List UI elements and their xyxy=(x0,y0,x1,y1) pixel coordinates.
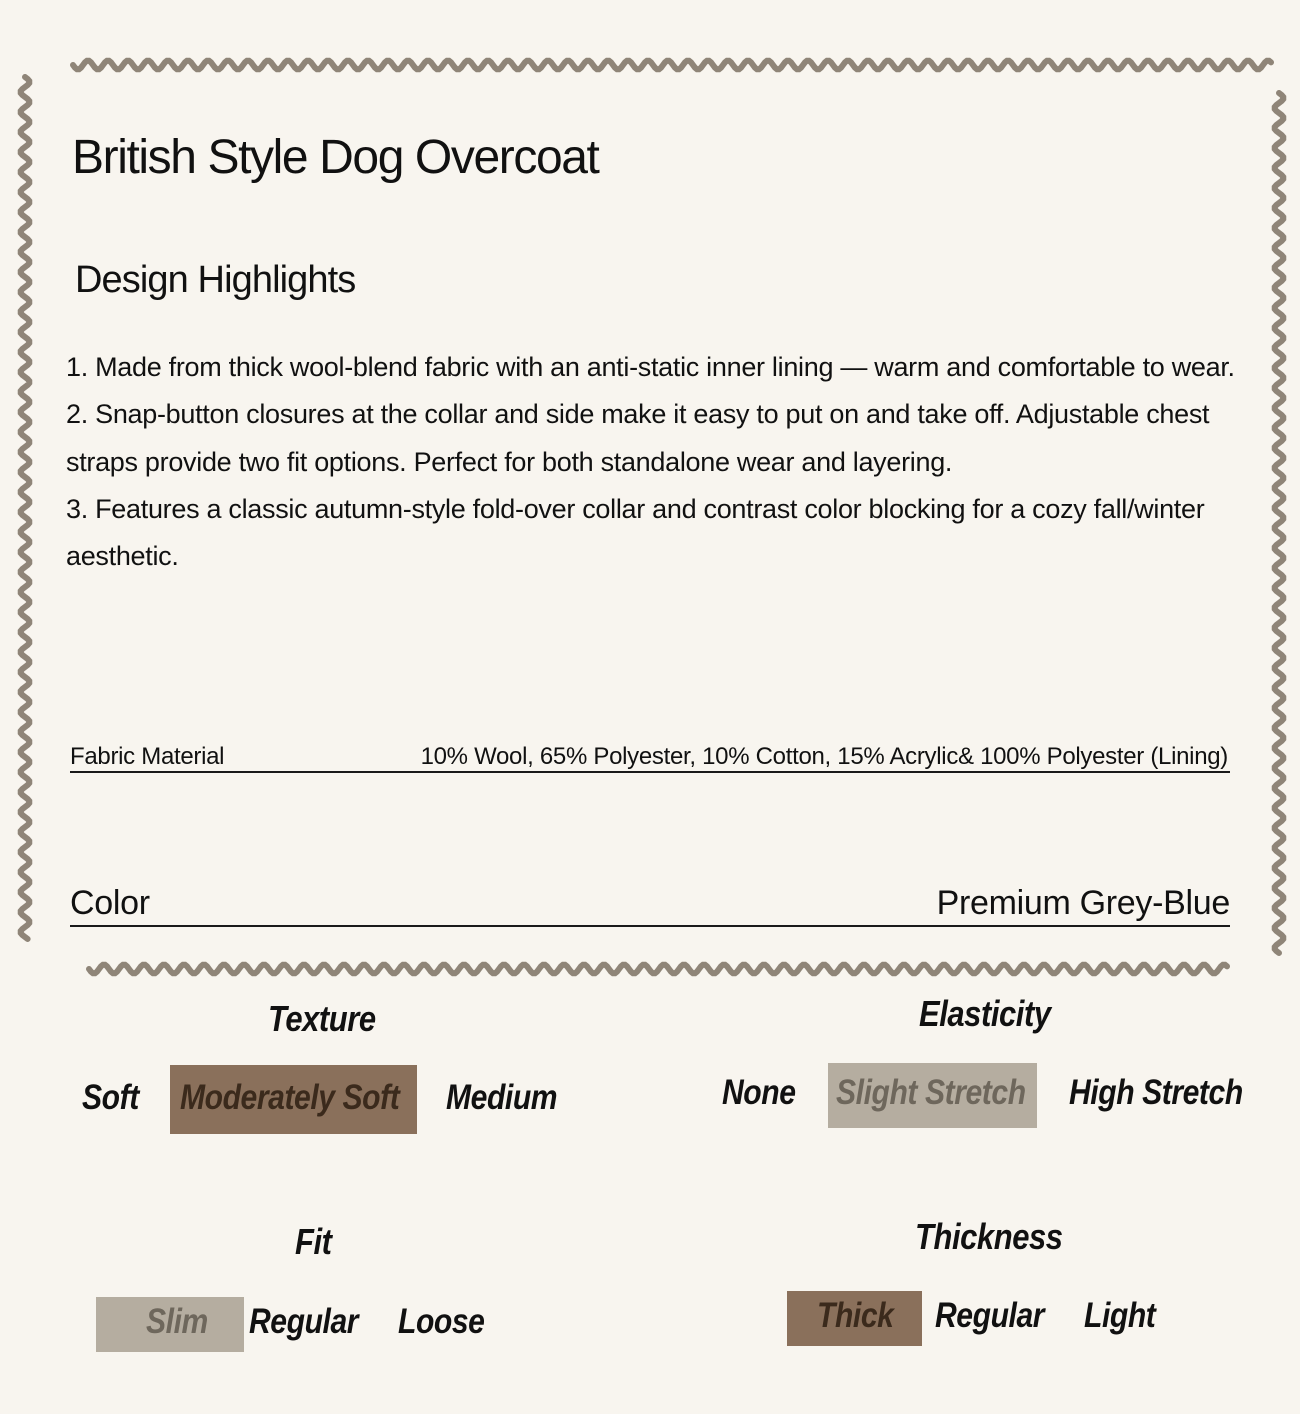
wavy-line xyxy=(1275,93,1284,953)
wavy-line xyxy=(89,965,1227,974)
elasticity-option-slight-stretch[interactable]: Slight Stretch xyxy=(836,1073,1026,1112)
design-highlights-heading: Design Highlights xyxy=(75,259,356,301)
highlight-item: 1. Made from thick wool-blend fabric with an anti-static inner lining — warm and comfortable to wear. xyxy=(66,352,1235,382)
thickness-title: Thickness xyxy=(915,1216,1063,1257)
highlight-item: 3. Features a classic autumn-style fold-over collar and contrast color blocking for a cozy fall/winter aesthetic. xyxy=(66,493,1205,572)
wavy-border-left xyxy=(12,74,38,942)
elasticity-option-none[interactable]: None xyxy=(722,1073,796,1112)
fit-title: Fit xyxy=(295,1221,332,1262)
texture-option-moderately-soft[interactable]: Moderately Soft xyxy=(180,1078,400,1117)
highlight-item: 2. Snap-button closures at the collar and side make it easy to put on and take off. Adjustable chest straps provide two fit options. Perfect for both standalone wear and layering. xyxy=(66,399,1210,477)
elasticity-option-high-stretch[interactable]: High Stretch xyxy=(1069,1073,1243,1112)
texture-title: Texture xyxy=(268,998,376,1039)
fit-option-loose[interactable]: Loose xyxy=(398,1302,485,1341)
color-value: Premium Grey-Blue xyxy=(936,884,1230,922)
fit-option-regular[interactable]: Regular xyxy=(249,1302,359,1341)
fabric-material-row xyxy=(70,738,1230,773)
fabric-material-label: Fabric Material xyxy=(70,743,225,770)
design-highlights-list xyxy=(66,344,1256,580)
wavy-line xyxy=(21,77,30,939)
color-row xyxy=(70,880,1230,927)
wavy-border-right xyxy=(1266,90,1292,956)
wavy-line xyxy=(73,61,1271,70)
wavy-border-bottom xyxy=(86,956,1230,982)
texture-option-medium[interactable]: Medium xyxy=(446,1078,558,1117)
wavy-border-top xyxy=(70,52,1274,78)
thickness-option-thick[interactable]: Thick xyxy=(817,1296,894,1335)
fabric-material-value: 10% Wool, 65% Polyester, 10% Cotton, 15% Acrylic& 100% Polyester (Lining) xyxy=(420,743,1228,770)
elasticity-title: Elasticity xyxy=(919,993,1051,1034)
page-title: British Style Dog Overcoat xyxy=(72,131,599,184)
thickness-option-light[interactable]: Light xyxy=(1084,1296,1156,1335)
thickness-option-regular[interactable]: Regular xyxy=(935,1296,1045,1335)
fit-option-slim[interactable]: Slim xyxy=(146,1302,208,1341)
texture-option-soft[interactable]: Soft xyxy=(82,1078,139,1117)
color-label: Color xyxy=(70,884,150,922)
